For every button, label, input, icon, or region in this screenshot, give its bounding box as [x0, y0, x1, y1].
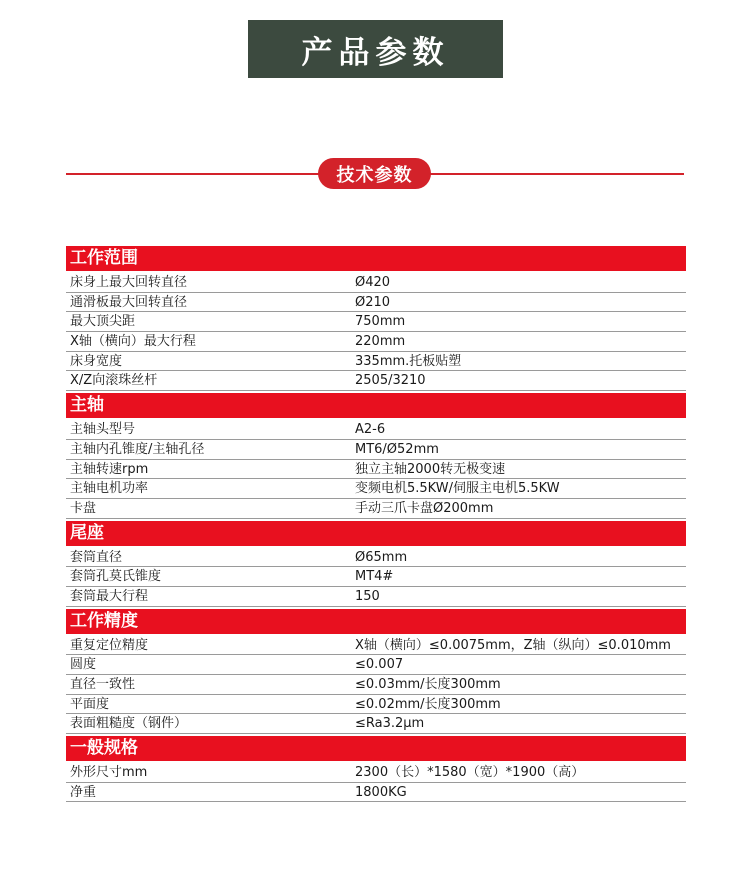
section-subheading: [318, 158, 431, 189]
spec-value: 150: [355, 588, 380, 604]
spec-label: X轴（横向）最大行程: [70, 334, 196, 350]
spec-value: 独立主轴2000转无极变速: [355, 461, 506, 477]
spec-label: 净重: [70, 784, 97, 800]
spec-value: 2505/3210: [355, 373, 426, 389]
spec-value: Ø65mm: [355, 549, 408, 565]
section-header: 尾座: [66, 521, 686, 546]
spec-label: 床身上最大回转直径: [70, 275, 188, 290]
spec-row: [66, 567, 686, 587]
spec-value: 750mm: [355, 314, 406, 330]
spec-value: Ø420: [355, 275, 391, 290]
spec-value: 变频电机5.5KW/伺服主电机5.5KW: [355, 481, 560, 497]
spec-label: 表面粗糙度（钢件）: [70, 716, 188, 732]
spec-value: ≤0.03mm/长度300mm: [355, 677, 501, 692]
spec-section: [66, 609, 686, 736]
section-header: 主轴: [66, 393, 686, 418]
spec-value: ≤0.02mm/长度300mm: [355, 696, 501, 712]
spec-value: ≤Ra3.2μm: [355, 716, 425, 732]
spec-value: ≤0.007: [355, 657, 404, 673]
spec-label: 主轴转速rpm: [70, 461, 149, 477]
spec-row: [66, 783, 686, 803]
spec-section: [66, 736, 686, 804]
spec-table: [66, 246, 686, 804]
spec-value: X轴（横向）≤0.0075mm，Z轴（纵向）≤0.010mm: [355, 637, 671, 653]
spec-row: [66, 420, 686, 440]
spec-row: [66, 714, 686, 734]
spec-row: [66, 499, 686, 519]
page-banner: [248, 20, 503, 78]
spec-row: [66, 548, 686, 568]
spec-row: [66, 763, 686, 783]
spec-row: [66, 695, 686, 715]
spec-value: 2300（长）*1580（宽）*1900（高）: [355, 765, 585, 781]
spec-section: [66, 246, 686, 393]
spec-label: 直径一致性: [70, 677, 136, 692]
spec-label: 套筒孔莫氏锥度: [70, 569, 162, 585]
spec-label: 通滑板最大回转直径: [70, 294, 188, 310]
spec-row: [66, 655, 686, 675]
spec-label: 卡盘: [70, 500, 97, 516]
spec-label: 最大顶尖距: [70, 314, 136, 330]
spec-label: 主轴头型号: [70, 422, 136, 438]
spec-row: [66, 371, 686, 391]
spec-row: [66, 312, 686, 332]
spec-label: 主轴电机功率: [70, 481, 149, 497]
subheading-title: 技术参数: [336, 164, 413, 186]
spec-row: [66, 352, 686, 372]
spec-label: 套筒直径: [70, 549, 123, 565]
spec-value: Ø210: [355, 294, 391, 310]
spec-row: [66, 479, 686, 499]
spec-value: 220mm: [355, 334, 406, 350]
spec-row: [66, 293, 686, 313]
spec-label: X/Z向滚珠丝杆: [70, 373, 158, 389]
spec-row: [66, 440, 686, 460]
spec-label: 平面度: [70, 696, 110, 712]
spec-section: [66, 393, 686, 520]
spec-row: [66, 332, 686, 352]
spec-value: MT4#: [355, 569, 394, 585]
section-header: 工作范围: [66, 246, 686, 271]
spec-label: 床身宽度: [70, 353, 123, 369]
spec-value: 335mm.托板贴塑: [355, 353, 462, 369]
spec-row: [66, 636, 686, 656]
spec-row: [66, 675, 686, 695]
spec-label: 套筒最大行程: [70, 588, 149, 604]
section-header: 一般规格: [66, 736, 686, 761]
spec-value: A2-6: [355, 422, 386, 438]
spec-value: MT6/Ø52mm: [355, 441, 439, 457]
spec-label: 外形尺寸mm: [70, 765, 148, 781]
banner-title: 产品参数: [301, 34, 450, 71]
spec-value: 1800KG: [355, 784, 407, 800]
spec-value: 手动三爪卡盘Ø200mm: [355, 500, 494, 516]
spec-label: 重复定位精度: [70, 637, 149, 653]
spec-section: [66, 521, 686, 609]
spec-label: 主轴内孔锥度/主轴孔径: [70, 441, 205, 457]
spec-row: [66, 460, 686, 480]
spec-row: [66, 273, 686, 293]
section-header: 工作精度: [66, 609, 686, 634]
spec-row: [66, 587, 686, 607]
spec-label: 圆度: [70, 657, 97, 673]
